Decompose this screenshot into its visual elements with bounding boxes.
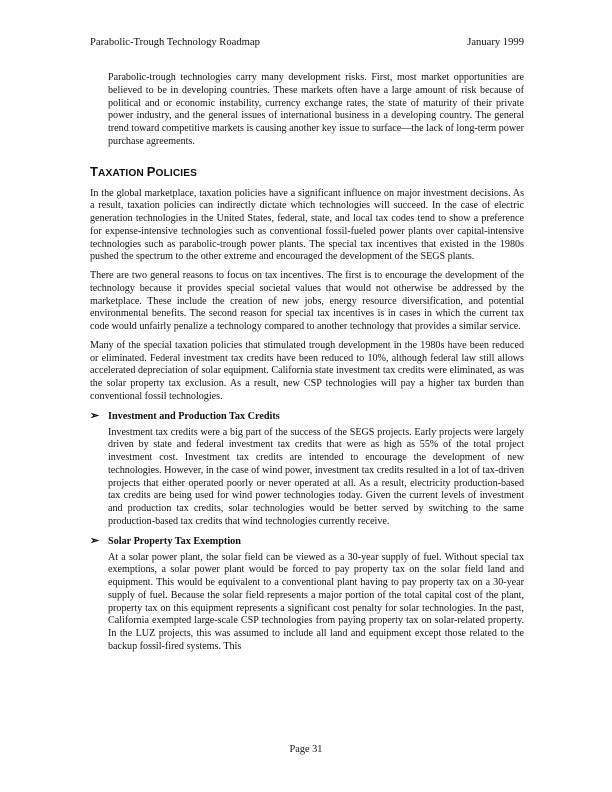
heading-initial-p: P — [146, 163, 156, 179]
header-title: Parabolic-Trough Technology Roadmap — [90, 37, 260, 48]
page-content — [90, 72, 524, 660]
header-date: January 1999 — [467, 37, 524, 48]
body-paragraph: In the global marketplace, taxation policies have a significant influence on major investment decisions. As a result, taxation policies can indirectly dictate which technologies will succeed. In the case of electric generation technologies in the United States, federal, state, and local tax codes tend to show a preference for expense-intensive technologies such as conventional fossil-fueled power plants over capital-intensive technologies such as parabolic-trough power plants. The special tax incentives that existed in the 1980s pushed the spectrum to the other extreme and encouraged the development of the SEGS plants. — [90, 187, 524, 263]
subsection-title: Investment and Production Tax Credits — [108, 410, 280, 422]
subsection-title: Solar Property Tax Exemption — [108, 535, 241, 547]
arrow-bullet-icon: ➢ — [90, 409, 100, 422]
subsection-paragraph: Investment tax credits were a big part of the success of the SEGS projects. Early projects were largely driven by state and federal investment tax credits that were as high as 55% of the total project investment cost. Investment tax credits are intended to encourage the development of new technologies. However, in the case of wind power, investment tax credits resulted in a lot of tax-driven projects that either operated poorly or never operated at all. As a result, electricity production-based tax credits are being used for wind power technologies today. Given the current levels of investment and production tax credits, solar technologies would be better served by switching to the same production-based tax credits that wind technologies currently receive. — [108, 426, 524, 527]
running-header — [90, 37, 524, 49]
subsection-heading — [90, 410, 524, 423]
body-paragraph: Many of the special taxation policies that stimulated trough development in the 1980s have been reduced or eliminated. Federal investment tax credits have been reduced to 10%, although federal law still allows accelerated depreciation of solar equipment. California state investment tax credits were eliminated, as was the solar property tax exclusion. As a result, new CSP technologies will pay a higher tax burden than conventional fossil technologies. — [90, 339, 524, 402]
heading-rest-2: OLICIES — [155, 167, 198, 179]
arrow-bullet-icon: ➢ — [90, 534, 100, 547]
heading-initial-t: T — [90, 163, 99, 179]
intro-paragraph: Parabolic-trough technologies carry many development risks. First, most market opportunities are believed to be in developing countries. These markets often have a large amount of risk because of political and or economic instability, currency exchange rates, the state of maturity of their private power industry, and the general issues of international business in a developing country. The general trend toward competitive markets is causing another key issue to surface—the lack of long-term power purchase agreements. — [108, 72, 524, 147]
subsection-heading — [90, 535, 524, 548]
subsection-paragraph: At a solar power plant, the solar field can be viewed as a 30-year supply of fuel. Without special tax exemptions, a solar power plant would be forced to pay property tax on the solar field land and equipment. This would be equivalent to a conventional plant having to pay property tax on a 30-year supply of fuel. Because the solar field represents a major portion of the total capital cost of the plant, property tax on this equipment represents a significant cost penalty for solar technologies. In the past, California exempted large-scale CSP technologies from paying property tax on solar-related property. In the LUZ projects, this was assumed to include all land and equipment except those related to the backup fossil-fired systems. This — [108, 551, 524, 652]
page-number: Page 31 — [289, 744, 323, 755]
section-heading — [90, 164, 524, 181]
body-paragraph: There are two general reasons to focus on tax incentives. The first is to encourage the development of the technology because it provides special societal values that would not otherwise be addressed by the marketplace. These include the creation of new jobs, energy resource diversification, and potential environmental benefits. The second reason for special tax incentives is in cases in which the current tax code would unfairly penalize a technology compared to another technology that provides a similar service. — [90, 270, 524, 332]
heading-rest-1: AXATION — [98, 167, 147, 179]
